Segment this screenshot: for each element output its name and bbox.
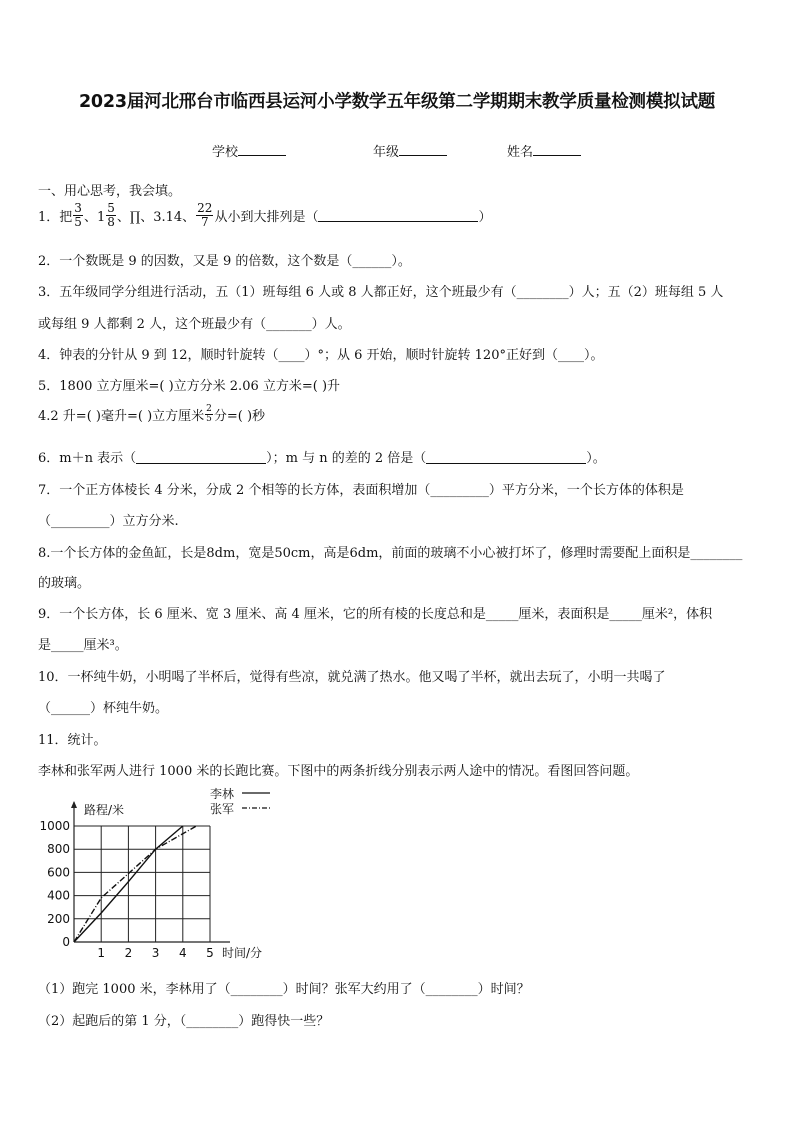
school-blank[interactable] xyxy=(238,143,286,156)
q5-text-post: 分=( )秒 xyxy=(213,409,266,424)
question-8-line-1: 8.一个长方体的金鱼缸，长是8dm，宽是50cm，高是6dm，前面的玻璃不小心被打坏了，修理时需要配上面积是________ xyxy=(38,546,743,561)
section-heading: 一、用心思考，我会填。 xyxy=(38,184,182,199)
question-3-line-2: 或每组 9 人都剩 2 人，这个班最少有（_______）人。 xyxy=(38,317,351,332)
fraction-5-8 xyxy=(106,202,116,229)
legend-label-2: 张军 xyxy=(210,802,235,816)
question-1 xyxy=(38,202,491,229)
q1-text-pre: 把 xyxy=(59,210,73,225)
fraction-3-5 xyxy=(73,202,83,229)
question-4: 4．钟表的分针从 9 到 12，顺时针旋转（____）°；从 6 开始，顺时针旋转 120°正好到（____）。 xyxy=(38,348,604,363)
fraction-denominator: 5 xyxy=(206,414,212,424)
y-tick-label: 1000 xyxy=(39,819,70,833)
name-label: 姓名 xyxy=(507,145,534,160)
y-tick-label: 0 xyxy=(62,935,70,949)
q1-answer-blank[interactable] xyxy=(318,209,478,222)
y-tick-label: 400 xyxy=(47,888,70,903)
q1-separator: 、1 xyxy=(83,210,106,225)
q6-text-mid: ）；m 与 n 的差的 2 倍是（ xyxy=(266,451,427,466)
fraction-denominator: 8 xyxy=(107,215,115,229)
school-field xyxy=(212,141,286,160)
fraction-numerator: 3 xyxy=(74,201,82,215)
q6-blank-1[interactable] xyxy=(136,451,266,464)
question-9-line-1: 9．一个长方体，长 6 厘米、宽 3 厘米、高 4 厘米，它的所有棱的长度总和是_____厘米，表面积是_____厘米²，体积 xyxy=(38,607,713,622)
name-blank[interactable] xyxy=(533,143,581,156)
question-6 xyxy=(38,447,606,466)
grade-blank[interactable] xyxy=(399,143,447,156)
question-7-line-1: 7．一个正方体棱长 4 分米，分成 2 个相等的长方体，表面积增加（_________）平方分米，一个长方体的体积是 xyxy=(38,483,684,498)
question-2: 2．一个数既是 9 的因数，又是 9 的倍数，这个数是（______）。 xyxy=(38,254,411,269)
y-tick-label: 800 xyxy=(47,842,70,857)
x-tick-label: 1 xyxy=(97,946,106,960)
fraction-numerator: 2 xyxy=(206,404,212,414)
q1-number: 1． xyxy=(38,210,60,225)
fraction-numerator: 22 xyxy=(197,201,213,215)
question-7-line-2: （_________）立方分米. xyxy=(38,514,179,529)
q6-blank-2[interactable] xyxy=(426,451,586,464)
x-tick-label: 2 xyxy=(124,946,133,960)
y-tick-label: 200 xyxy=(47,911,70,926)
x-tick-label: 5 xyxy=(206,946,214,960)
y-axis-label: 路程/米 xyxy=(84,803,125,817)
question-5-line-2 xyxy=(38,405,265,424)
legend-label-1: 李林 xyxy=(210,787,235,801)
x-tick-label: 3 xyxy=(151,946,160,960)
grade-field xyxy=(373,141,447,160)
q5-text-pre: 4.2 升=( )毫升=( )立方厘米 xyxy=(38,409,205,424)
question-5-line-1: 5．1800 立方厘米=( )立方分米 2.06 立方米=( )升 xyxy=(38,379,341,394)
x-axis-label: 时间/分 xyxy=(222,946,263,960)
question-3-line-1: 3．五年级同学分组进行活动，五（1）班每组 6 人或 8 人都正好，这个班最少有（________）人；五（2）班每组 5 人 xyxy=(38,285,724,300)
school-label: 学校 xyxy=(212,145,239,160)
question-11-sub-1: （1）跑完 1000 米，李林用了（________）时间？张军大约用了（________）时间？ xyxy=(38,982,530,997)
fraction-denominator: 7 xyxy=(200,215,209,229)
question-10-line-2: （______）杯纯牛奶。 xyxy=(38,701,169,716)
fraction-numerator: 5 xyxy=(107,201,115,215)
question-11-sub-2: （2）起跑后的第 1 分，（________）跑得快一些？ xyxy=(38,1014,330,1029)
q1-text-end: ） xyxy=(478,210,492,225)
page-title: 2023届河北邢台市临西县运河小学数学五年级第二学期期末教学质量检测模拟试题 xyxy=(78,92,716,112)
y-tick-label: 600 xyxy=(47,865,70,880)
fraction-2-5 xyxy=(205,405,213,424)
question-10-line-1: 10．一杯纯牛奶，小明喝了半杯后，觉得有些凉，就兑满了热水。他又喝了半杯，就出去玩了，小明一共喝了 xyxy=(38,670,666,685)
question-11-title: 11．统计。 xyxy=(38,733,107,748)
y-axis-arrow xyxy=(71,801,77,808)
fraction-denominator: 5 xyxy=(74,215,82,229)
question-11-description: 李林和张军两人进行 1000 米的长跑比赛。下图中的两条折线分别表示两人途中的情况。看图回答问题。 xyxy=(38,764,639,779)
q1-text-mid: 、∏、3.14、 xyxy=(116,210,196,225)
question-8-line-2: 的玻璃。 xyxy=(38,576,91,591)
x-tick-label: 4 xyxy=(178,946,187,960)
grade-label: 年级 xyxy=(373,145,400,160)
question-9-line-2: 是_____厘米³。 xyxy=(38,638,128,653)
name-field xyxy=(507,141,581,160)
q6-text-end: ）。 xyxy=(586,451,606,466)
q1-text-post: 从小到大排列是（ xyxy=(214,210,319,225)
line-chart xyxy=(36,785,296,965)
q6-text-pre: 6．m＋n 表示（ xyxy=(38,451,137,466)
fraction-22-7 xyxy=(196,202,213,229)
series-line-2 xyxy=(74,826,196,942)
